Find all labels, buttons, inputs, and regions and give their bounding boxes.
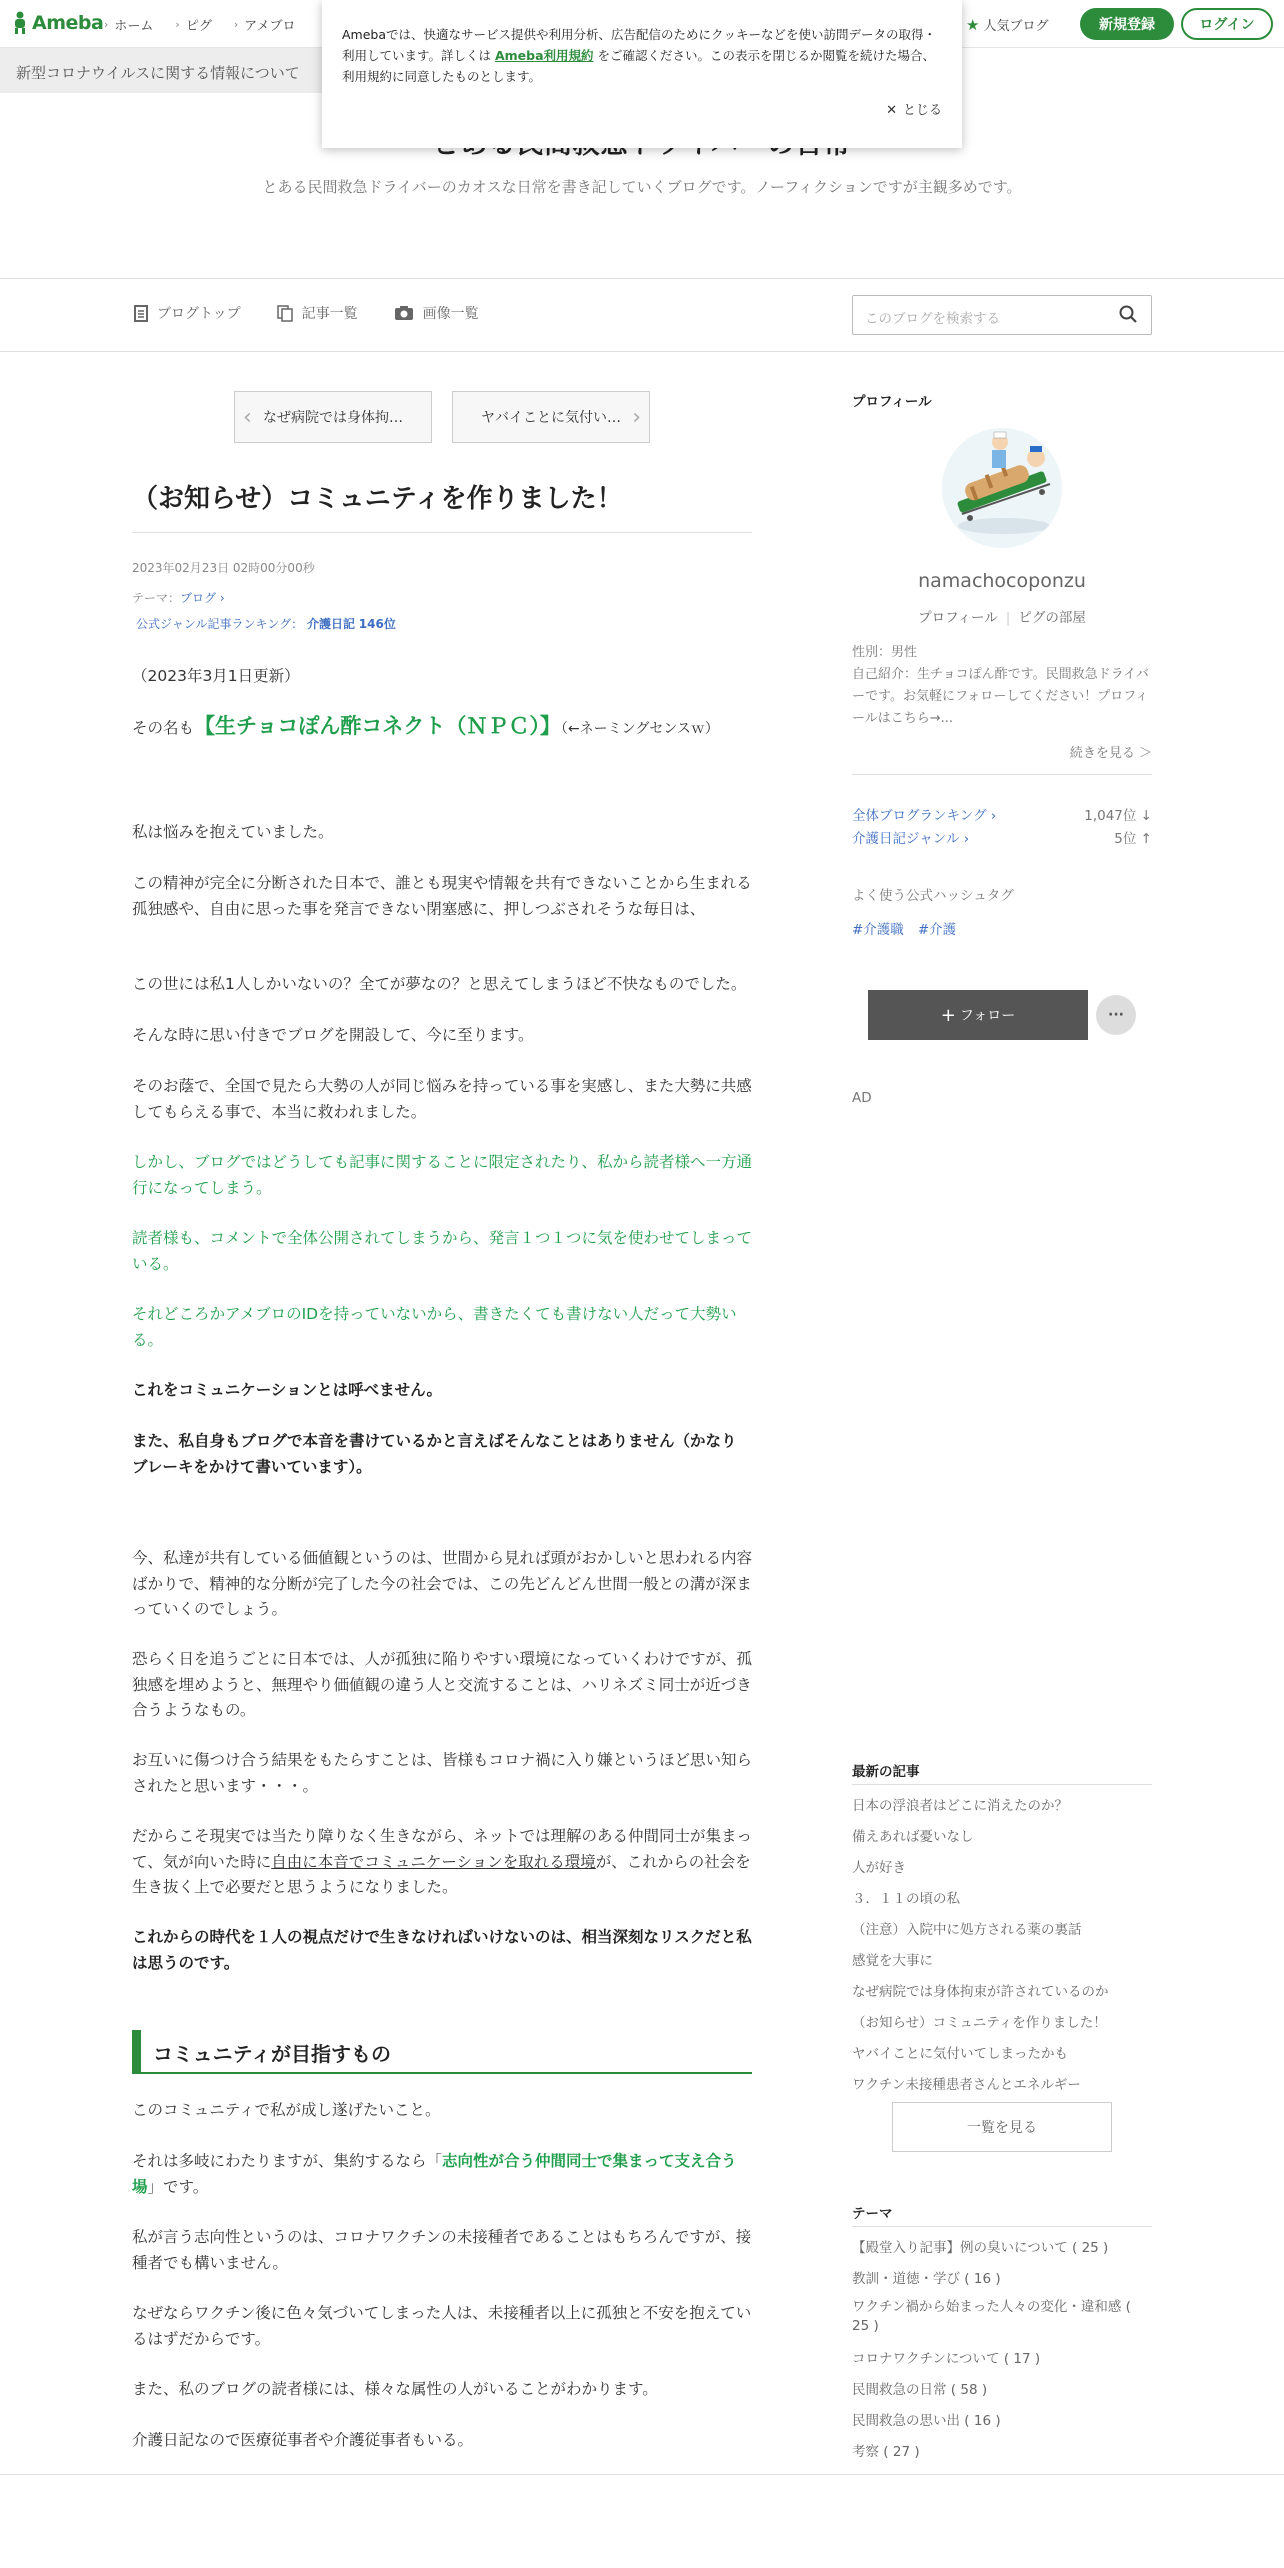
text: が、これからの社会を生き抜く上で必要だと思うようになりました。 — [132, 1852, 751, 1896]
paragraph-bold: これをコミュニケーションとは呼べません。 — [132, 1381, 443, 1399]
text: だからこそ現実では当たり障りなく生きながら、ネットでは理解のある仲間同士が集まって、気が向いた時に — [132, 1827, 753, 1871]
entry-theme — [132, 589, 225, 606]
entry-title[interactable]: （お知らせ）コミュニティを作りました！ — [132, 484, 623, 514]
avatar[interactable] — [942, 428, 1062, 548]
see-all-articles-button[interactable]: 一覧を見る — [892, 2102, 1112, 2152]
login-button[interactable]: ログイン — [1181, 8, 1273, 40]
overall-ranking-row[interactable] — [852, 804, 1152, 824]
paragraph: この精神が完全に分断された日本で、誰とも現実や情報を共有できないことから生まれる孤独感や、自由に思った事を発言できない閉塞感に、押しつぶされそうな毎日は、 — [132, 874, 752, 918]
cookie-close-button[interactable] — [886, 100, 942, 121]
follow-label: フォロー — [959, 1008, 1016, 1024]
ranking-label: 公式ジャンル記事ランキング： — [136, 617, 304, 631]
ameba-logo[interactable] — [12, 11, 103, 35]
latest-article-link[interactable]: 日本の浮浪者はどこに消えたのか？ — [852, 1798, 1068, 1814]
highlight-text: 志向性が合う仲間同士で集まって支え合う場 — [132, 2152, 737, 2196]
theme-link[interactable]: 考察 ( 27 ) — [852, 2444, 920, 2460]
blog-description: とある民間救急ドライバーのカオスな日常を書き記していくブログです。ノーフィクションですが主観多めです。 — [262, 178, 1022, 196]
chevron-right-icon: › — [986, 808, 997, 824]
blog-nav — [134, 303, 479, 323]
latest-article-link[interactable]: 備えあれば憂いなし — [852, 1829, 974, 1845]
hashtag-heading: よく使う公式ハッシュタグ — [852, 888, 1014, 904]
overall-ranking-value: 1,047位 ↓ — [1084, 808, 1152, 824]
profile-link[interactable]: プロフィール — [918, 610, 998, 626]
hashtag-list — [852, 918, 956, 938]
chevron-left-icon: ‹ — [243, 405, 252, 430]
divider — [132, 532, 752, 533]
paragraph-bold: これからの時代を１人の視点だけで生きなければいけないのは、相当深刻なリスクだと私は思うのです。 — [132, 1928, 752, 1972]
profile-gender: 性別：男性 — [852, 645, 918, 660]
profile-info — [852, 642, 1152, 730]
ranking-rank: 146位 — [358, 617, 396, 631]
underlined-text: 自由に本音でコミュニケーションを取れる環境 — [271, 1852, 596, 1871]
nav-ameblo[interactable] — [234, 15, 296, 34]
profile-intro: 自己紹介：生チョコぽん酢です。民間救急ドライバーです。お気軽にフォローしてください！プロフィールはこちら→... — [852, 667, 1149, 726]
camera-icon — [394, 305, 414, 321]
paragraph: この世には私1人しかいないの？全てが夢なの？と思えてしまうほど不快なものでした。 — [132, 975, 747, 993]
hashtag-link[interactable]: #介護職 — [852, 922, 904, 938]
theme-link[interactable]: 民間救急の日常 ( 58 ) — [852, 2382, 988, 2398]
image-list-link[interactable] — [394, 303, 479, 323]
separator: | — [1005, 610, 1011, 626]
document-icon — [134, 305, 148, 322]
blog-search-input[interactable] — [852, 295, 1152, 335]
search-placeholder: このブログを検索する — [865, 311, 1000, 327]
latest-article-link[interactable]: （お知らせ）コミュニティを作りました！ — [852, 2015, 1107, 2031]
article-list-label: 記事一覧 — [301, 306, 358, 322]
name-prefix: その名も — [132, 719, 195, 737]
blog-top-label: ブログトップ — [157, 306, 241, 322]
paragraph: 私が言う志向性というのは、コロナワクチンの未接種者であることはもちろんですが、接種者でも構いません。 — [132, 2228, 752, 2272]
paragraph-green: 読者様も、コメントで全体公開されてしまうから、発言１つ１つに気を使わせてしまっている。 — [132, 1229, 753, 1273]
chevron-right-icon: › — [175, 18, 180, 31]
theme-link[interactable]: ブログ — [180, 591, 217, 605]
terms-link[interactable]: Ameba利用規約 — [494, 48, 594, 63]
nav-pig-label: ピグ — [185, 19, 212, 34]
follow-button[interactable] — [868, 990, 1088, 1040]
article-list-link[interactable] — [277, 303, 358, 323]
latest-article-link[interactable]: 感覚を大事に — [852, 1953, 933, 1969]
image-list-label: 画像一覧 — [422, 306, 479, 322]
divider — [0, 351, 1284, 352]
global-nav — [104, 15, 295, 34]
ameba-logo-text: Ameba — [32, 12, 104, 34]
covid-info-link[interactable]: 新型コロナウイルスに関する情報について — [0, 48, 340, 93]
popular-blogs-link[interactable] — [966, 15, 1048, 34]
paragraph: 私は悩みを抱えていました。 — [132, 823, 334, 841]
latest-article-link[interactable]: （注意）入院中に処方される薬の裏話 — [852, 1922, 1082, 1938]
paragraph: 今、私達が共有している価値観というのは、世間から見れば頭がおかしいと思われる内容ばかりで、精神的な分断が完了した今の社会では、この先どんどん世間一般との溝が深まっていくのでしょう。 — [132, 1549, 753, 1618]
genre-ranking-value: 5位 ↑ — [1114, 831, 1152, 847]
latest-article-link[interactable]: ３．１１の頃の私 — [852, 1891, 960, 1907]
theme-link[interactable]: ワクチン禍から始まった人々の変化・違和感 ( 25 ) — [852, 2299, 1131, 2334]
theme-link[interactable]: 【殿堂入り記事】例の臭いについて ( 25 ) — [852, 2240, 1109, 2256]
profile-image — [942, 428, 1062, 548]
search-icon[interactable] — [1119, 305, 1137, 323]
genre-ranking-label: 介護日記ジャンル — [852, 831, 960, 847]
chevron-right-icon: › — [632, 405, 641, 430]
nav-home-label: ホーム — [114, 19, 154, 34]
paragraph: また、私のブログの読者様には、様々な属性の人がいることがわかります。 — [132, 2380, 658, 2398]
close-icon: ✕ — [886, 103, 897, 118]
community-name-highlight: 【生チョコぽん酢コネクト（ＮＰＣ）】 — [194, 714, 561, 738]
latest-article-link[interactable]: 人が好き — [852, 1860, 906, 1876]
profile-links — [852, 606, 1152, 626]
nav-pig[interactable] — [175, 15, 211, 34]
ameba-logo-icon — [12, 11, 28, 35]
paragraph — [132, 1824, 752, 1901]
register-button[interactable]: 新規登録 — [1080, 8, 1174, 40]
paragraph: このコミュニティで私が成し遂げたいこと。 — [132, 2101, 441, 2119]
profile-heading: プロフィール — [852, 394, 932, 410]
divider — [852, 774, 1152, 775]
paragraph-bold: また、私自身もブログで本音を書けているかと言えばそんなことはありません（かなりブレーキをかけて書いています）。 — [132, 1432, 737, 1476]
name-suffix: （←ネーミングセンスｗ） — [560, 721, 719, 737]
divider — [852, 1784, 1152, 1785]
ranking-genre: 介護日記 — [306, 617, 355, 631]
next-article-label: ヤバイことに気付い… — [481, 410, 621, 426]
divider — [0, 2474, 1284, 2475]
entry-date: 2023年02月23日 02時00分00秒 — [132, 561, 315, 575]
paragraph: なぜならワクチン後に色々気づいてしまった人は、未接種者以上に孤独と不安を抱えているはずだからです。 — [132, 2304, 752, 2348]
copy-icon — [277, 305, 293, 322]
divider — [0, 278, 1284, 279]
nav-ameblo-label: アメブロ — [244, 19, 296, 34]
pig-room-link[interactable]: ピグの部屋 — [1018, 610, 1086, 626]
paragraph: そんな時に思い付きでブログを開設して、今に至ります。 — [132, 1026, 534, 1044]
hashtag-link[interactable]: #介護 — [917, 922, 957, 938]
bottom-area — [0, 2475, 1284, 2568]
latest-article-link[interactable]: ヤバイことに気付いてしまったかも — [852, 2046, 1068, 2062]
cookie-notice — [322, 0, 962, 148]
community-name — [132, 714, 752, 743]
genre-ranking[interactable] — [136, 615, 396, 632]
profile-more-link[interactable]: 続きを見る ＞ — [1069, 746, 1152, 761]
chevron-right-icon: › — [104, 18, 109, 31]
chevron-right-icon: › — [959, 831, 970, 847]
popular-blogs-label: 人気ブログ — [983, 19, 1049, 34]
plus-icon: + — [940, 1004, 956, 1026]
latest-article-link[interactable]: なぜ病院では身体拘束が許されているのか — [852, 1984, 1109, 2000]
ad-label: AD — [852, 1090, 872, 1106]
overall-ranking-label: 全体ブログランキング — [852, 808, 987, 824]
cookie-text-rest: をご確認ください。この表示を閉じるか閲覧を続けた場合、利用規約に同意したものとします。 — [342, 48, 936, 84]
nav-home[interactable] — [104, 15, 153, 34]
updated-note: （2023年3月1日更新） — [132, 667, 300, 685]
paragraph: そのお蔭で、全国で見たら大勢の人が同じ悩みを持っている事を実感し、また大勢に共感してもらえる事で、本当に救われました。 — [132, 1077, 752, 1121]
theme-link[interactable]: 教訓・道徳・学び ( 16 ) — [852, 2271, 1001, 2287]
section-heading: コミュニティが目指すもの — [132, 2030, 752, 2074]
profile-username[interactable]: namachocoponzu — [918, 570, 1086, 592]
chevron-right-icon: › — [216, 591, 225, 605]
themes-heading: テーマ — [852, 2206, 893, 2222]
more-options-button[interactable]: ··· — [1096, 995, 1136, 1035]
genre-ranking-row[interactable] — [852, 827, 1152, 847]
prev-article-button[interactable] — [234, 391, 432, 443]
star-icon: ★ — [966, 15, 980, 34]
text: それは多岐にわたりますが、集約するなら「 — [132, 2152, 443, 2170]
latest-article-link[interactable]: ワクチン未接種患者さんとエネルギー — [852, 2077, 1081, 2093]
paragraph — [132, 2149, 752, 2200]
blog-top-link[interactable] — [134, 303, 241, 323]
text: 」です。 — [147, 2177, 209, 2196]
theme-link[interactable]: コロナワクチンについて ( 17 ) — [852, 2351, 1041, 2367]
cookie-text: Amebaでは、快適なサービス提供や利用分析、広告配信のためにクッキーなどを使い訪問データの取得・利用しています。詳しくは — [342, 27, 937, 63]
theme-label: テーマ： — [132, 591, 181, 605]
cookie-close-label: とじる — [902, 103, 942, 118]
latest-articles-heading: 最新の記事 — [852, 1764, 920, 1780]
paragraph-green: それどころかアメブロのIDを持っていないから、書きたくても書けない人だって大勢いる。 — [132, 1305, 737, 1349]
paragraph: お互いに傷つけ合う結果をもたらすことは、皆様もコロナ禍に入り嫌というほど思い知らされたと思います・・・。 — [132, 1751, 753, 1795]
chevron-right-icon: › — [233, 18, 239, 31]
paragraph: 恐らく日を追うごとに日本では、人が孤独に陥りやすい環境になっていくわけですが、孤独感を埋めようと、無理やり価値観の違う人と交流することは、ハリネズミ同士が近づき合うようなもの。 — [132, 1650, 753, 1719]
paragraph-green: しかし、ブログではどうしても記事に関することに限定されたり、私から読者様へ一方通行になってしまう。 — [132, 1153, 753, 1197]
theme-link[interactable]: 民間救急の思い出 ( 16 ) — [852, 2413, 1001, 2429]
prev-article-label: なぜ病院では身体拘… — [263, 410, 403, 426]
divider — [852, 2226, 1152, 2227]
next-article-button[interactable] — [452, 391, 650, 443]
paragraph: 介護日記なので医療従事者や介護従事者もいる。 — [132, 2431, 474, 2449]
